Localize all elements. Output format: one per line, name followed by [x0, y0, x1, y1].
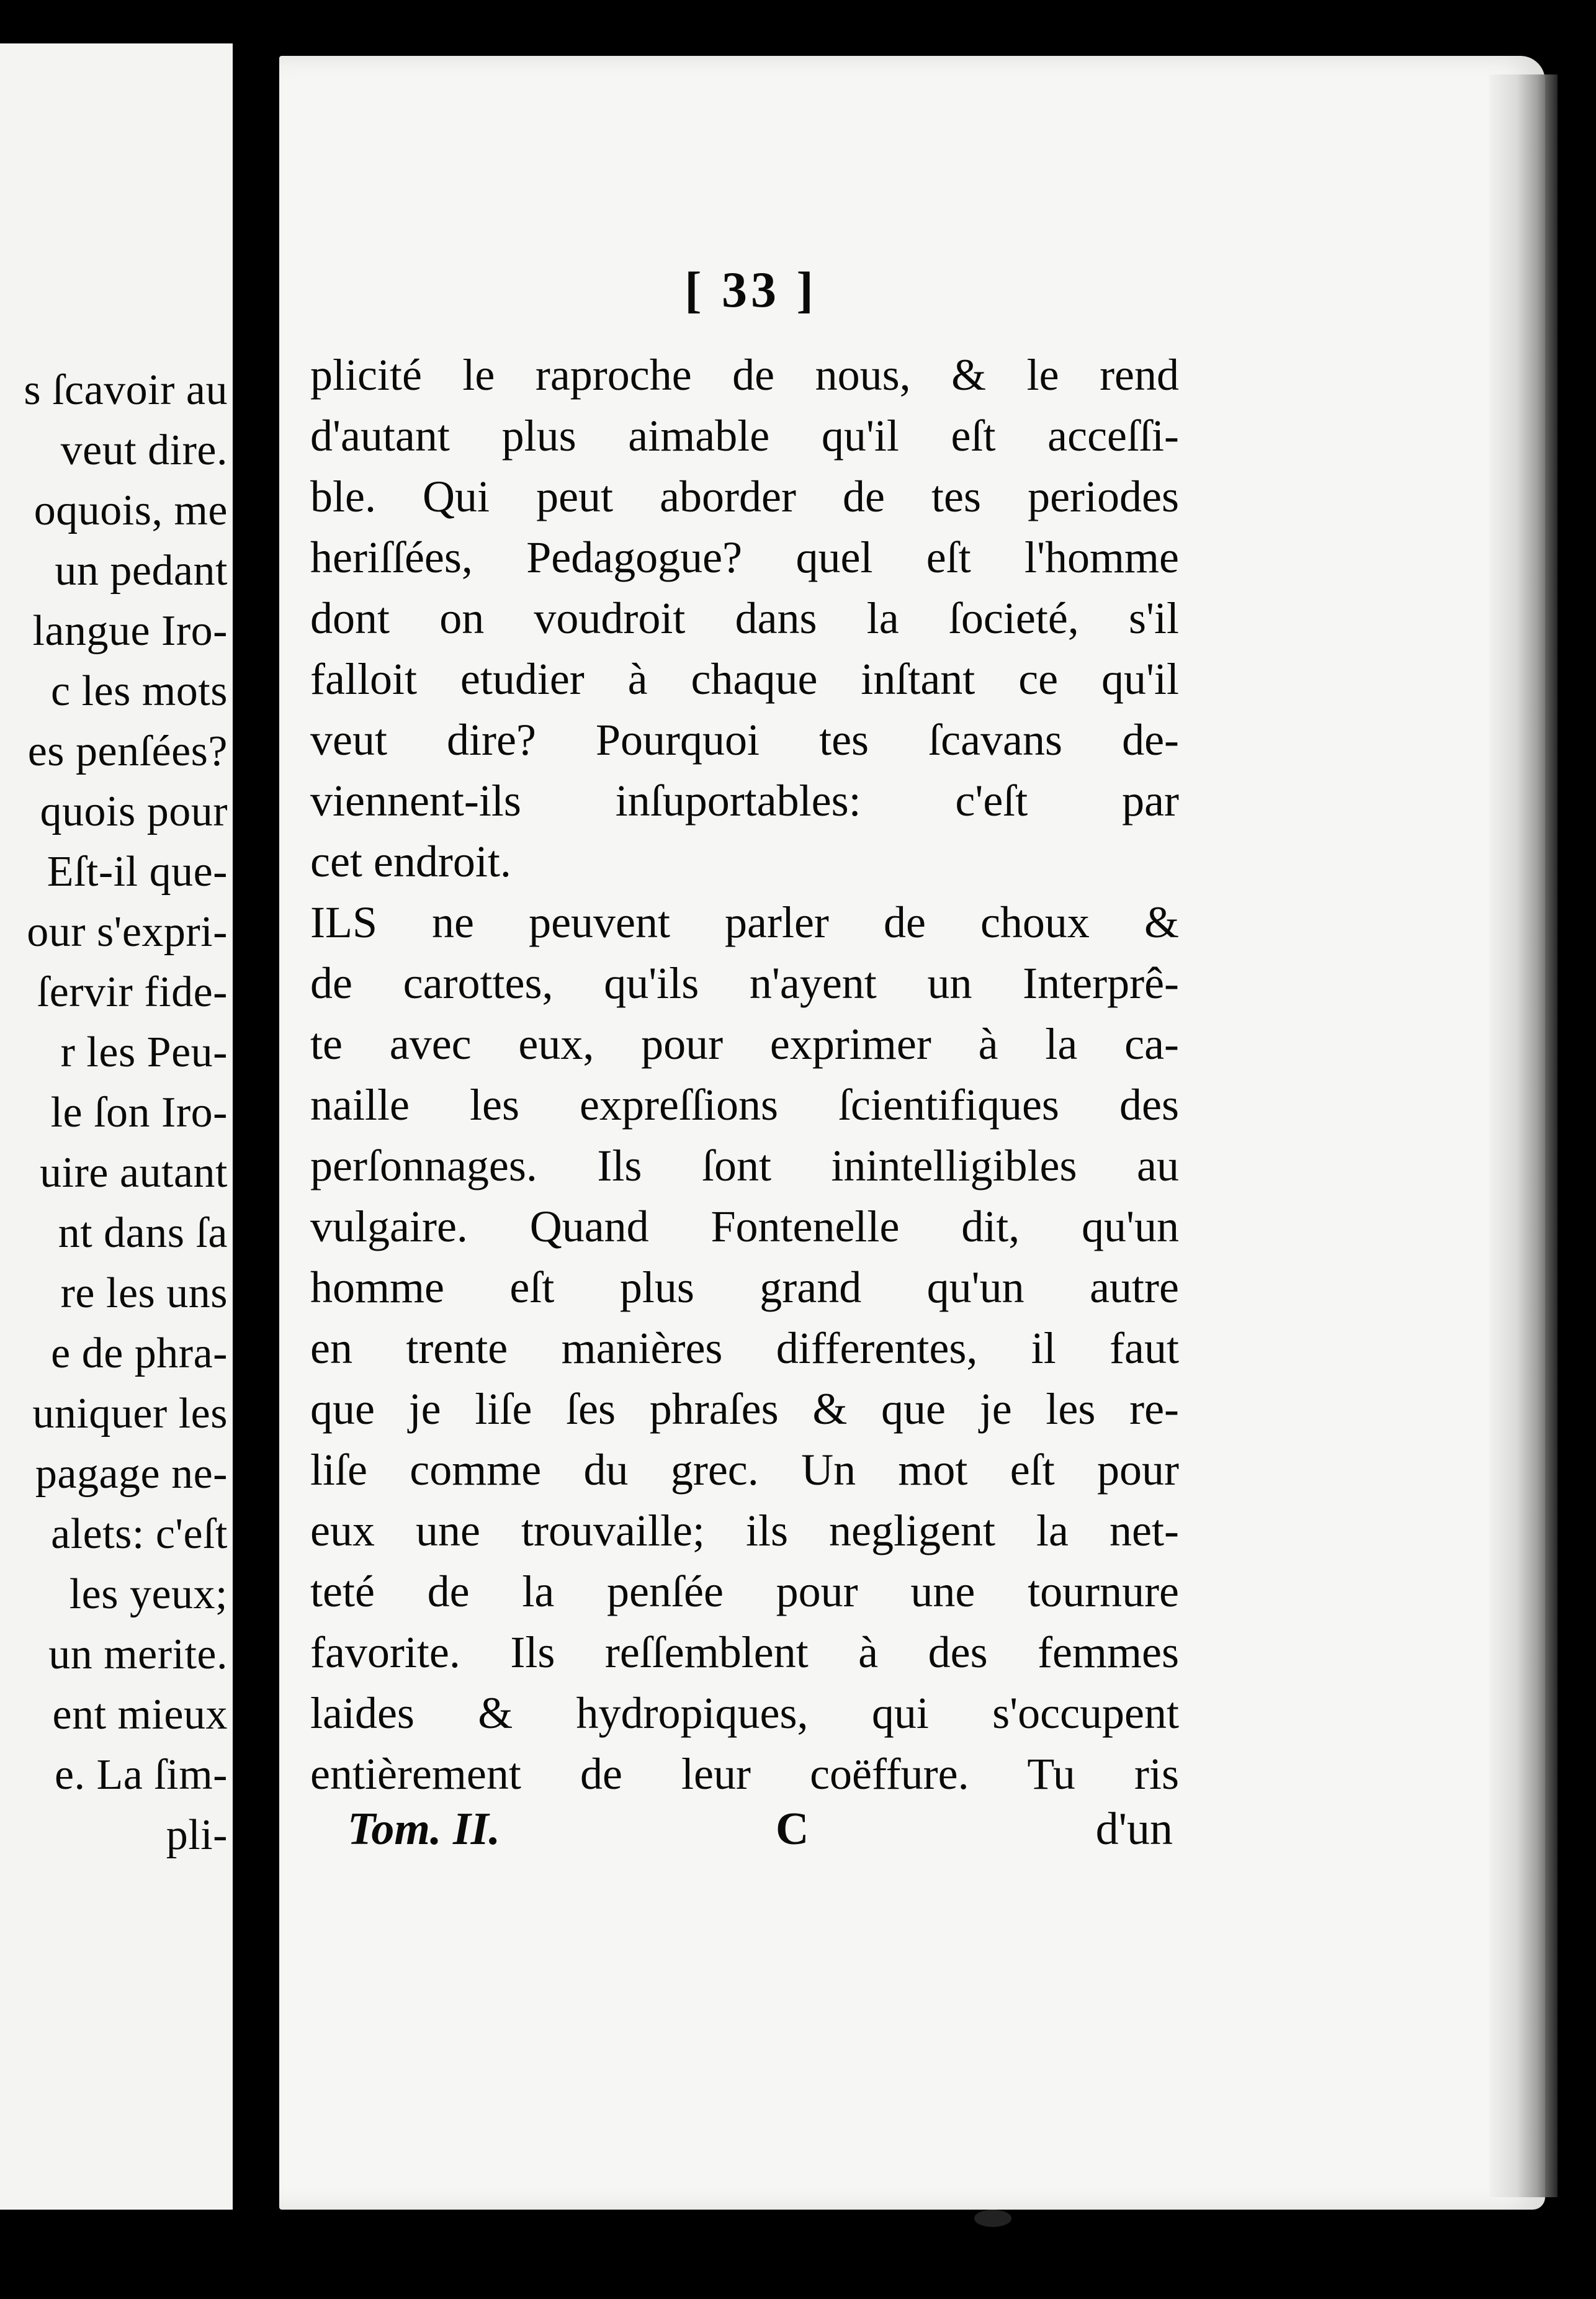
text-line: heriſſées, Pedagogue? quel eſt l'homme	[310, 533, 1179, 582]
text-line: favorite. Ils reſſemblent à des femmes	[310, 1627, 1179, 1677]
text-line: viennent-ils inſuportables: c'eſt par	[310, 776, 1179, 826]
text-line: plicité le raproche de nous, & le rend	[310, 350, 1179, 400]
left-text-line: re les uns	[60, 1269, 228, 1317]
left-text-line: ſervir fide-	[37, 968, 228, 1016]
left-text-line: e de phra-	[51, 1329, 228, 1377]
text-line: vulgaire. Quand Fontenelle dit, qu'un	[310, 1202, 1179, 1251]
left-text-line: pagage ne-	[35, 1450, 228, 1498]
text-line: cet endroit.	[310, 837, 511, 886]
left-text-line: ent mieux	[52, 1691, 228, 1739]
left-text-line: veut dire.	[60, 426, 228, 474]
text-line: d'autant plus aimable qu'il eſt acceſſi-	[310, 411, 1179, 461]
text-line: falloit etudier à chaque inſtant ce qu'il	[310, 654, 1179, 704]
text-line: ILS ne peuvent parler de choux &	[310, 898, 1179, 947]
page-edge-shadow	[1489, 74, 1558, 2197]
ink-smudge	[974, 2210, 1011, 2227]
left-text-line: r les Peu-	[60, 1028, 228, 1076]
left-text-line: le ſon Iro-	[50, 1089, 228, 1136]
left-text-line: nt dans ſa	[58, 1209, 228, 1257]
text-line: laides & hydropiques, qui s'occupent	[310, 1688, 1179, 1738]
left-text-line: alets: c'eſt	[51, 1510, 228, 1558]
page-footer	[347, 1803, 1173, 1865]
left-text-line: s ſcavoir au	[24, 366, 228, 414]
gathering-mark: C	[776, 1804, 809, 1855]
left-text-line: es penſées?	[27, 727, 228, 775]
text-line: dont on voudroit dans la ſocieté, s'il	[310, 593, 1179, 643]
left-text-line: un merite.	[48, 1631, 228, 1678]
left-text-line: uire autant	[40, 1149, 228, 1197]
volume-signature: Tom. II.	[347, 1804, 501, 1855]
left-text-line: quois pour	[40, 788, 228, 835]
text-line: entièrement de leur coëffure. Tu ris	[310, 1749, 1179, 1799]
left-text-line: pli-	[166, 1811, 228, 1859]
left-text-line: uniquer les	[32, 1390, 228, 1437]
left-text-line: c les mots	[51, 667, 228, 715]
text-line: teté de la penſée pour une tournure	[310, 1567, 1179, 1616]
left-page	[0, 43, 233, 2210]
text-line: en trente manières differentes, il faut	[310, 1323, 1179, 1373]
text-line: liſe comme du grec. Un mot eſt pour	[310, 1445, 1179, 1495]
left-text-line: oquois, me	[34, 487, 228, 534]
left-page-text	[0, 360, 233, 1865]
text-line: eux une trouvaille; ils negligent la net-	[310, 1506, 1179, 1555]
page-number: [ 33 ]	[684, 261, 817, 318]
left-text-line: our s'expri-	[27, 908, 228, 956]
right-page-text	[310, 344, 1179, 1804]
catchword: d'un	[1095, 1804, 1173, 1855]
left-text-line: langue Iro-	[32, 607, 228, 655]
left-text-line: e. La ſim-	[54, 1751, 228, 1799]
text-line: ble. Qui peut aborder de tes periodes	[310, 472, 1179, 521]
text-line: de carottes, qu'ils n'ayent un Interprê-	[310, 958, 1179, 1008]
text-line: homme eſt plus grand qu'un autre	[310, 1262, 1179, 1312]
text-line: veut dire? Pourquoi tes ſcavans de-	[310, 715, 1179, 765]
left-text-line: un pedant	[55, 547, 228, 595]
left-text-line: Eſt-il que-	[47, 848, 228, 896]
text-line: que je liſe ſes phraſes & que je les re-	[310, 1384, 1179, 1434]
text-line: te avec eux, pour exprimer à la ca-	[310, 1019, 1179, 1069]
text-line: naille les expreſſions ſcientifiques des	[310, 1080, 1179, 1130]
text-line: perſonnages. Ils ſont inintelligibles au	[310, 1141, 1179, 1190]
left-text-line: les yeux;	[69, 1570, 228, 1618]
